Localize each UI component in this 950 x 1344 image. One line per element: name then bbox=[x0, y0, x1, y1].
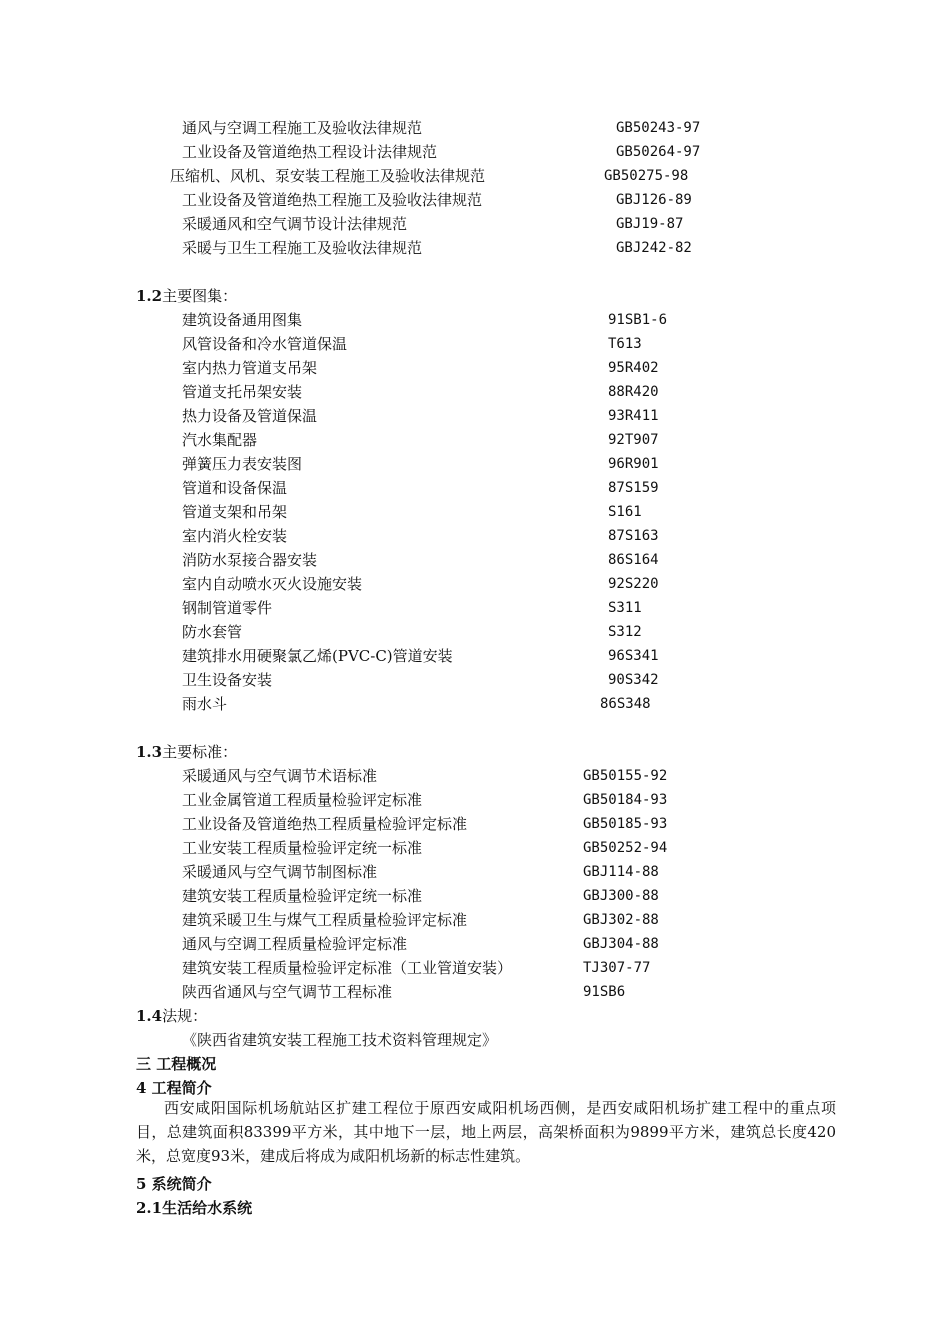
list-item-code: 88R420 bbox=[608, 384, 659, 400]
part-4-title: 4 工程简介 bbox=[136, 1079, 212, 1097]
section-2-1-title: 2.1生活给水系统 bbox=[136, 1199, 253, 1217]
list-item-name: 建筑采暖卫生与煤气工程质量检验评定标准 bbox=[182, 911, 468, 929]
regulation-item: 《陕西省建筑安装工程施工技术资料管理规定》 bbox=[182, 1031, 498, 1049]
list-item-name: 采暖通风与空气调节术语标准 bbox=[182, 767, 378, 785]
list-item-name: 风管设备和冷水管道保温 bbox=[182, 335, 348, 353]
list-item-code: 96R901 bbox=[608, 456, 659, 472]
list-item-code: GBJ302-88 bbox=[583, 912, 659, 928]
list-item-code: GBJ114-88 bbox=[583, 864, 659, 880]
list-item-code: GB50155-92 bbox=[583, 768, 668, 784]
list-item-code: GB50264-97 bbox=[616, 144, 701, 160]
part-3-title: 三 工程概况 bbox=[136, 1055, 217, 1073]
list-item-code: 91SB1-6 bbox=[608, 312, 668, 328]
list-item-name: 建筑设备通用图集 bbox=[182, 311, 303, 329]
list-item-code: T613 bbox=[608, 336, 642, 352]
list-item-name: 工业设备及管道绝热工程质量检验评定标准 bbox=[182, 815, 468, 833]
list-item-code: GB50252-94 bbox=[583, 840, 668, 856]
list-item-code: GB50275-98 bbox=[604, 168, 689, 184]
list-item-name: 建筑安装工程质量检验评定标准（工业管道安装） bbox=[182, 959, 513, 977]
list-item-name: 管道支架和吊架 bbox=[182, 503, 288, 521]
list-item-name: 压缩机、风机、泵安装工程施工及验收法律规范 bbox=[170, 167, 486, 185]
list-item-name: 消防水泵接合器安装 bbox=[182, 551, 318, 569]
list-item-code: GBJ126-89 bbox=[616, 192, 692, 208]
list-item-name: 室内热力管道支吊架 bbox=[182, 359, 318, 377]
list-item-code: 86S348 bbox=[600, 696, 651, 712]
list-item-code: S311 bbox=[608, 600, 642, 616]
section-number: 1.3 bbox=[136, 743, 163, 761]
section-heading bbox=[136, 286, 237, 306]
project-description: 西安咸阳国际机场航站区扩建工程位于原西安咸阳机场西侧，是西安咸阳机场扩建工程中的重点项目，总建筑面积83399平方米，其中地下一层，地上两层，高架桥面积为9899平方米，建筑总长度420米，总宽度93米，建成后将成为咸阳机场新的标志性建筑。 bbox=[136, 1099, 836, 1165]
section-number: 1.2 bbox=[136, 287, 163, 305]
list-item-code: GB50184-93 bbox=[583, 792, 668, 808]
list-item-code: 93R411 bbox=[608, 408, 659, 424]
list-item-name: 通风与空调工程质量检验评定标准 bbox=[182, 935, 408, 953]
list-item-name: 工业设备及管道绝热工程设计法律规范 bbox=[182, 143, 438, 161]
list-item-name: 通风与空调工程施工及验收法律规范 bbox=[182, 119, 423, 137]
list-item-name: 采暖与卫生工程施工及验收法律规范 bbox=[182, 239, 423, 257]
list-item-code: 87S163 bbox=[608, 528, 659, 544]
list-item-code: S161 bbox=[608, 504, 642, 520]
list-item-name: 汽水集配器 bbox=[182, 431, 258, 449]
list-item-name: 热力设备及管道保温 bbox=[182, 407, 318, 425]
list-item-code: 95R402 bbox=[608, 360, 659, 376]
section-title: 法规： bbox=[162, 1007, 208, 1025]
list-item-name: 雨水斗 bbox=[182, 695, 228, 713]
list-item-name: 室内消火栓安装 bbox=[182, 527, 288, 545]
list-item-name: 防水套管 bbox=[182, 623, 243, 641]
list-item-name: 管道和设备保温 bbox=[182, 479, 288, 497]
part-5-title: 5 系统简介 bbox=[136, 1175, 212, 1193]
list-item-name: 建筑排水用硬聚氯乙烯(PVC-C)管道安装 bbox=[182, 647, 453, 665]
list-item-code: 96S341 bbox=[608, 648, 659, 664]
list-item-name: 钢制管道零件 bbox=[182, 599, 273, 617]
list-item-code: GB50243-97 bbox=[616, 120, 701, 136]
list-item-name: 采暖通风和空气调节设计法律规范 bbox=[182, 215, 408, 233]
list-item-code: GBJ300-88 bbox=[583, 888, 659, 904]
list-item-name: 工业设备及管道绝热工程施工及验收法律规范 bbox=[182, 191, 483, 209]
section-heading bbox=[136, 742, 237, 762]
list-item-name: 工业安装工程质量检验评定统一标准 bbox=[182, 839, 423, 857]
list-item-code: 91SB6 bbox=[583, 984, 626, 1000]
list-item-code: TJ307-77 bbox=[583, 960, 651, 976]
list-item-name: 陕西省通风与空气调节工程标准 bbox=[182, 983, 393, 1001]
list-item-name: 弹簧压力表安装图 bbox=[182, 455, 303, 473]
list-item-code: S312 bbox=[608, 624, 642, 640]
section-title: 主要图集： bbox=[162, 287, 238, 305]
list-item-code: 86S164 bbox=[608, 552, 659, 568]
list-item-code: 87S159 bbox=[608, 480, 659, 496]
list-item-code: GBJ304-88 bbox=[583, 936, 659, 952]
list-item-name: 室内自动喷水灭火设施安装 bbox=[182, 575, 363, 593]
list-item-name: 建筑安装工程质量检验评定统一标准 bbox=[182, 887, 423, 905]
list-item-code: GB50185-93 bbox=[583, 816, 668, 832]
section-title: 主要标准： bbox=[162, 743, 238, 761]
list-item-code: 92S220 bbox=[608, 576, 659, 592]
list-item-code: 92T907 bbox=[608, 432, 659, 448]
list-item-code: GBJ242-82 bbox=[616, 240, 692, 256]
list-item-name: 卫生设备安装 bbox=[182, 671, 273, 689]
list-item-name: 工业金属管道工程质量检验评定标准 bbox=[182, 791, 423, 809]
list-item-name: 采暖通风与空气调节制图标准 bbox=[182, 863, 378, 881]
section-number: 1.4 bbox=[136, 1007, 163, 1025]
section-heading bbox=[136, 1006, 207, 1026]
list-item-code: 90S342 bbox=[608, 672, 659, 688]
list-item-code: GBJ19-87 bbox=[616, 216, 684, 232]
list-item-name: 管道支托吊架安装 bbox=[182, 383, 303, 401]
